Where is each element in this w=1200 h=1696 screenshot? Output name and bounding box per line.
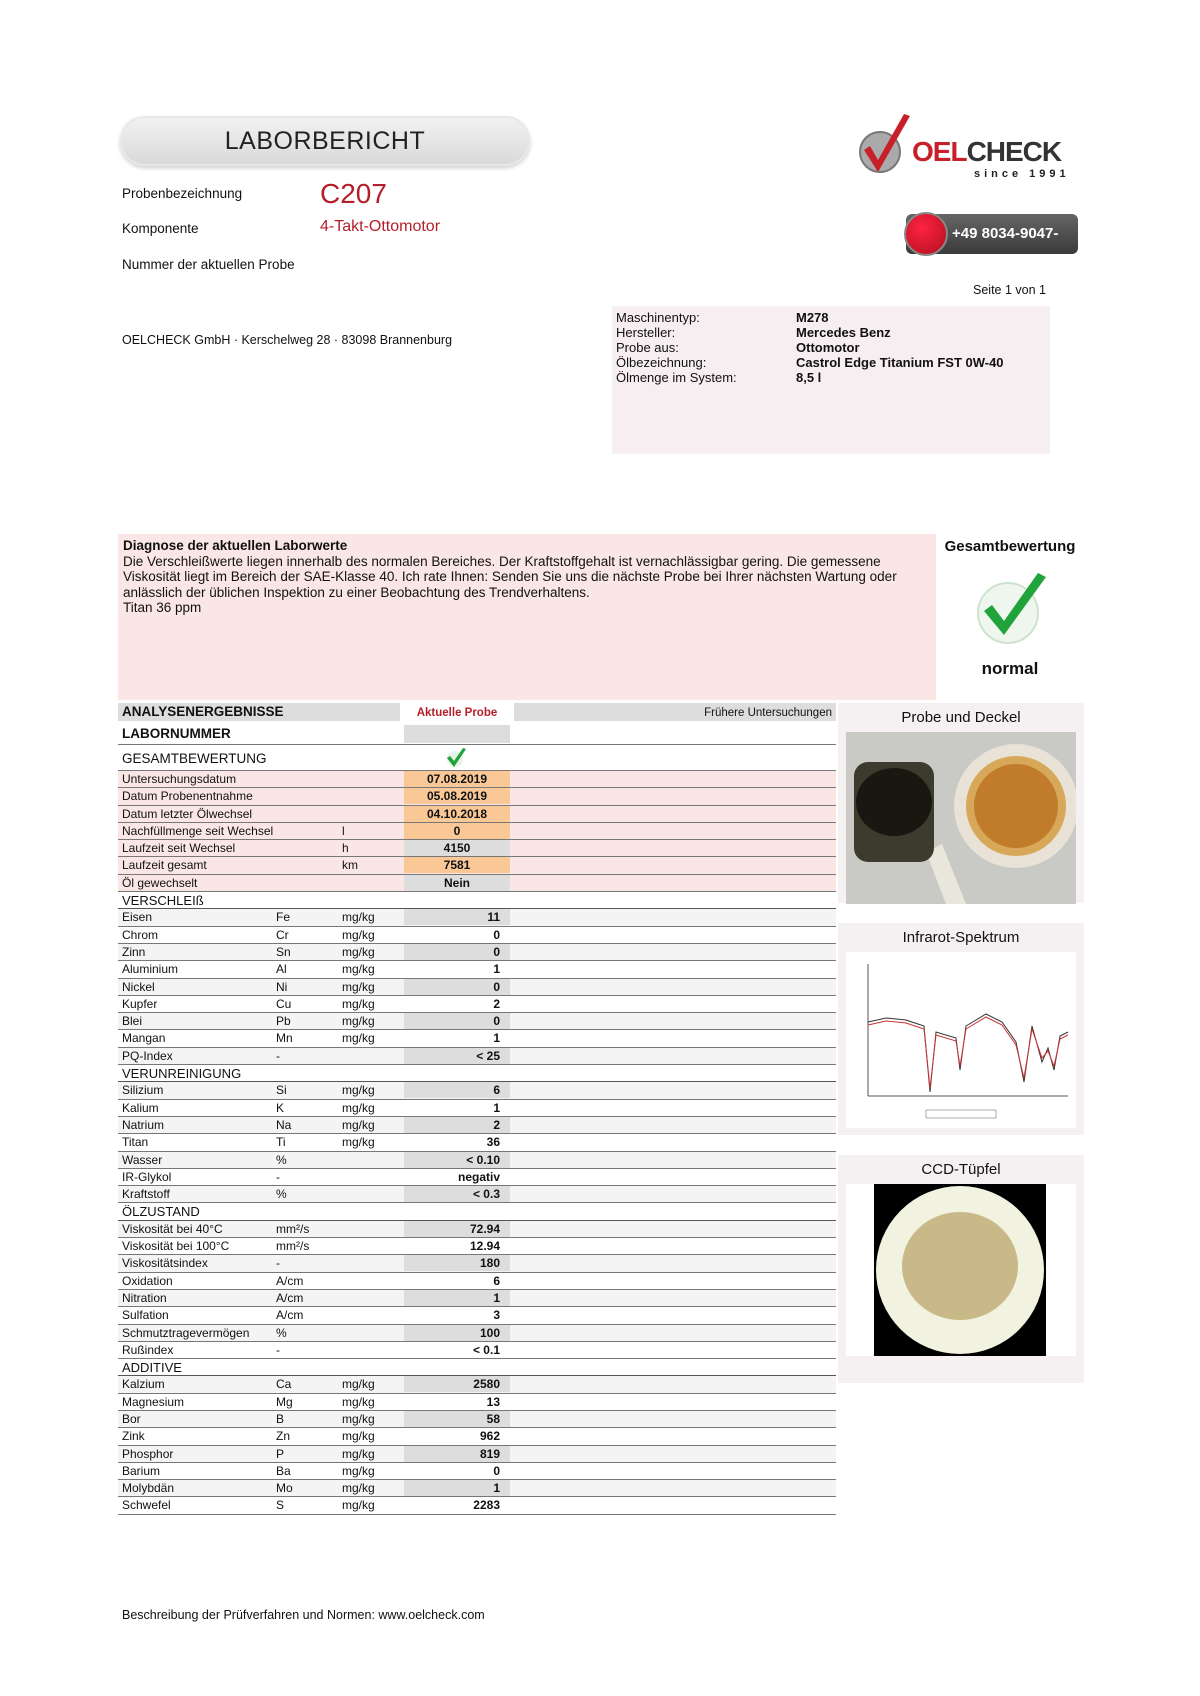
machine-key: Ölbezeichnung: <box>616 355 707 370</box>
row-symbol: Cr <box>276 927 289 942</box>
row-name: Kalzium <box>122 1377 165 1392</box>
row-symbol: K <box>276 1100 285 1115</box>
row-unit: mg/kg <box>342 1498 375 1513</box>
row-symbol: - <box>276 1169 280 1184</box>
table-row <box>118 1152 836 1169</box>
table-row <box>118 1411 836 1428</box>
probe-panel <box>838 703 1084 903</box>
report-title: LABORBERICHT <box>120 116 530 166</box>
table-row <box>118 1048 836 1065</box>
diagnosis-text: Die Verschleißwerte liegen innerhalb des normalen Bereiches. Der Kraftstoffgehalt ist vernachlässigbar gering. Die gemessene Viskosität liegt im Bereich der SAE-Klasse 40. Ich rate Ihnen: Senden Sie uns die nächste Probe bei Ihrer nächsten Wartung oder anlässlich der üblichen Inspektion zu einer Beobachtung des Trendverhaltens. <box>123 553 897 600</box>
row-value: 72.94 <box>404 1221 510 1237</box>
row-symbol: Ca <box>276 1377 292 1392</box>
row-name: Viskositätsindex <box>122 1256 208 1271</box>
row-value: 2 <box>404 1117 510 1133</box>
table-row <box>118 857 836 874</box>
row-name: Zink <box>122 1429 145 1444</box>
table-row <box>118 806 836 823</box>
row-value: 0 <box>404 1013 510 1029</box>
row-symbol: A/cm <box>276 1273 304 1288</box>
row-symbol: Mo <box>276 1481 293 1496</box>
row-unit: mg/kg <box>342 962 375 977</box>
row-unit: mg/kg <box>342 1481 375 1496</box>
machine-info-box <box>612 306 1050 454</box>
ir-spectrum-panel <box>838 923 1084 1135</box>
machine-value: Mercedes Benz <box>796 325 891 340</box>
table-row <box>118 823 836 840</box>
row-name: Kalium <box>122 1100 159 1115</box>
row-name: Schwefel <box>122 1498 171 1513</box>
row-symbol: - <box>276 1256 280 1271</box>
table-row <box>118 996 836 1013</box>
row-name: Datum letzter Ölwechsel <box>122 806 253 821</box>
table-row <box>118 1376 836 1393</box>
current-sample-header: Aktuelle Probe <box>416 707 498 719</box>
row-name: Molybdän <box>122 1481 175 1496</box>
row-symbol: Mn <box>276 1031 293 1046</box>
row-name: Zinn <box>122 944 146 959</box>
row-value: 2283 <box>473 1498 500 1513</box>
row-value: 6 <box>404 1082 510 1098</box>
gesamtbewertung-row <box>118 745 836 771</box>
phone-number: +49 8034-9047-210 <box>952 225 1059 282</box>
diagnosis-box <box>118 534 936 700</box>
machine-key: Probe aus: <box>616 340 679 355</box>
row-value: 819 <box>404 1446 510 1462</box>
row-value: 0 <box>404 823 510 839</box>
row-symbol: B <box>276 1411 285 1426</box>
row-value: 36 <box>486 1135 500 1150</box>
table-header-row <box>118 703 836 723</box>
row-symbol: mm²/s <box>276 1239 310 1254</box>
row-name: Mangan <box>122 1031 166 1046</box>
row-unit: mg/kg <box>342 1014 375 1029</box>
table-row <box>118 1273 836 1290</box>
row-name: Sulfation <box>122 1308 169 1323</box>
table-row <box>118 1342 836 1359</box>
table-row <box>118 1325 836 1342</box>
machine-key: Maschinentyp: <box>616 310 700 325</box>
table-row <box>118 1082 836 1099</box>
row-name: Silizium <box>122 1083 164 1098</box>
row-value: 07.08.2019 <box>404 771 510 787</box>
row-value: 2580 <box>404 1376 510 1392</box>
row-symbol: mm²/s <box>276 1221 310 1236</box>
row-value: 58 <box>404 1411 510 1427</box>
row-value: 6 <box>493 1273 500 1288</box>
row-value: Nein <box>404 875 510 891</box>
row-unit: km <box>342 858 358 873</box>
sample-jars-photo[interactable] <box>846 732 1076 904</box>
probenbezeichnung-label: Probenbezeichnung <box>122 186 243 201</box>
row-name: Schmutztragevermögen <box>122 1325 250 1340</box>
row-name: PQ-Index <box>122 1048 173 1063</box>
table-row <box>118 1463 836 1480</box>
table-row <box>118 961 836 978</box>
logo-check: CHECK <box>966 136 1062 167</box>
row-value: 2 <box>493 996 500 1011</box>
row-name: Oxidation <box>122 1273 173 1288</box>
side-panels <box>838 703 1084 1403</box>
machine-row <box>616 370 1046 385</box>
row-unit: mg/kg <box>342 979 375 994</box>
row-value: 1 <box>493 962 500 977</box>
table-row <box>118 1307 836 1324</box>
row-unit: l <box>342 823 345 838</box>
row-name: Phosphor <box>122 1446 174 1461</box>
table-row <box>118 944 836 961</box>
row-value: < 0.1 <box>472 1342 500 1357</box>
row-symbol: Ni <box>276 979 288 994</box>
table-row <box>118 1100 836 1117</box>
row-symbol: S <box>276 1498 285 1513</box>
row-name: Laufzeit gesamt <box>122 858 207 873</box>
machine-value: M278 <box>796 310 829 325</box>
table-row <box>118 1169 836 1186</box>
table-row <box>118 909 836 926</box>
row-name: Kupfer <box>122 996 158 1011</box>
row-value: 05.08.2019 <box>404 788 510 804</box>
table-row <box>118 1238 836 1255</box>
row-value: 3 <box>493 1308 500 1323</box>
row-value: 0 <box>404 979 510 995</box>
row-symbol: % <box>276 1187 287 1202</box>
section-header: VERSCHLEIß <box>118 892 836 909</box>
table-row <box>118 1480 836 1497</box>
row-value: 962 <box>479 1429 500 1444</box>
row-value: 1 <box>404 1480 510 1496</box>
phone-badge[interactable] <box>906 214 1078 282</box>
row-value: < 0.3 <box>404 1186 510 1202</box>
overall-title: Gesamtbewertung <box>944 538 1076 555</box>
row-value: 1 <box>493 1031 500 1046</box>
row-value: 180 <box>404 1255 510 1271</box>
table-row <box>118 1394 836 1411</box>
results-table <box>118 703 836 1515</box>
footer-note: Beschreibung der Prüfverfahren und Normen: www.oelcheck.com <box>122 1608 485 1622</box>
row-name: Datum Probenentnahme <box>122 789 253 804</box>
diagnosis-title: Diagnose der aktuellen Laborwerte <box>123 538 348 553</box>
row-name: Wasser <box>122 1152 163 1167</box>
row-unit: mg/kg <box>342 1429 375 1444</box>
logo-oel: OEL <box>912 136 967 167</box>
table-row <box>118 1290 836 1307</box>
row-value: 0 <box>404 944 510 960</box>
table-row <box>118 1428 836 1445</box>
row-unit: mg/kg <box>342 910 375 925</box>
section-header: VERUNREINIGUNG <box>118 1065 836 1082</box>
analysis-header: ANALYSENERGEBNISSE <box>118 703 400 721</box>
ir-spectrum-title: Infrarot-Spektrum <box>902 929 1020 946</box>
table-row <box>118 1117 836 1134</box>
row-symbol: Cu <box>276 996 292 1011</box>
row-name: Untersuchungsdatum <box>122 772 237 786</box>
komponente-label: Komponente <box>122 221 199 236</box>
machine-row <box>616 355 1046 370</box>
section-header: ADDITIVE <box>118 1359 836 1376</box>
phone-icon <box>904 212 948 256</box>
table-row <box>118 927 836 944</box>
oelcheck-logo <box>856 112 1082 182</box>
row-symbol: Fe <box>276 910 291 925</box>
row-symbol: Zn <box>276 1429 291 1444</box>
row-symbol: - <box>276 1342 280 1357</box>
ccd-title: CCD-Tüpfel <box>921 1161 1001 1178</box>
row-symbol: % <box>276 1325 287 1340</box>
row-name: Öl gewechselt <box>122 875 198 890</box>
machine-row <box>616 310 1046 325</box>
row-unit: h <box>342 841 349 856</box>
row-name: IR-Glykol <box>122 1169 172 1184</box>
row-name: Chrom <box>122 927 159 942</box>
table-row <box>118 1497 836 1514</box>
row-unit: mg/kg <box>342 1117 375 1132</box>
machine-row <box>616 325 1046 340</box>
row-value: 11 <box>404 909 510 925</box>
page-number: Seite 1 von 1 <box>973 283 1046 297</box>
row-name: Bor <box>122 1411 141 1426</box>
diagnosis-extra: Titan 36 ppm <box>123 600 202 615</box>
table-row <box>118 1255 836 1272</box>
row-name: Nickel <box>122 979 155 994</box>
row-name: Laufzeit seit Wechsel <box>122 841 236 856</box>
table-row <box>118 771 836 788</box>
row-value: 100 <box>404 1325 510 1341</box>
check-mark-logo-icon <box>856 112 912 182</box>
row-unit: mg/kg <box>342 1394 375 1409</box>
row-unit: mg/kg <box>342 1083 375 1098</box>
machine-value: Ottomotor <box>796 340 860 355</box>
row-name: Rußindex <box>122 1342 174 1357</box>
row-name: Titan <box>122 1135 149 1150</box>
row-name: Natrium <box>122 1117 165 1132</box>
row-unit: mg/kg <box>342 1031 375 1046</box>
row-symbol: Na <box>276 1117 292 1132</box>
previous-header: Frühere Untersuchungen <box>514 703 836 721</box>
green-check-icon <box>970 569 1050 649</box>
row-value: 1 <box>404 1290 510 1306</box>
row-unit: mg/kg <box>342 1446 375 1461</box>
row-unit: mg/kg <box>342 1377 375 1392</box>
table-row <box>118 979 836 996</box>
row-unit: mg/kg <box>342 944 375 959</box>
row-value: 0 <box>493 1463 500 1478</box>
probenbezeichnung-value: C207 <box>320 178 387 209</box>
machine-key: Hersteller: <box>616 325 676 340</box>
komponente-value: 4-Takt-Ottomotor <box>320 218 441 235</box>
row-value: < 0.10 <box>404 1152 510 1168</box>
row-unit: mg/kg <box>342 927 375 942</box>
table-row <box>118 1446 836 1463</box>
row-value: 13 <box>486 1394 500 1409</box>
row-name: Nachfüllmenge seit Wechsel <box>122 823 274 838</box>
table-row <box>118 1134 836 1151</box>
row-value: 0 <box>493 927 500 942</box>
row-name: Kraftstoff <box>122 1187 170 1202</box>
row-symbol: A/cm <box>276 1308 304 1323</box>
row-name: Barium <box>122 1463 161 1478</box>
row-name: Viskosität bei 40°C <box>122 1221 223 1236</box>
gesamtbewertung-label: GESAMTBEWERTUNG <box>122 751 267 766</box>
row-value: negativ <box>457 1169 500 1184</box>
row-symbol: Si <box>276 1083 287 1098</box>
row-unit: mg/kg <box>342 1135 375 1150</box>
row-unit: mg/kg <box>342 1100 375 1115</box>
labnumber-label: LABORNUMMER <box>122 726 231 741</box>
company-address: OELCHECK GmbH · Kerschelweg 28 · 83098 Brannenburg <box>122 333 453 347</box>
row-value: 04.10.2018 <box>404 806 510 822</box>
machine-key: Ölmenge im System: <box>616 370 737 385</box>
row-name: Magnesium <box>122 1394 185 1409</box>
section-header: ÖLZUSTAND <box>118 1203 836 1220</box>
table-row <box>118 788 836 805</box>
row-name: Viskosität bei 100°C <box>122 1239 230 1254</box>
row-name: Nitration <box>122 1290 167 1305</box>
logo-since: since 1991 <box>974 168 1070 180</box>
machine-value: Castrol Edge Titanium FST 0W-40 <box>796 355 1004 370</box>
row-value: 4150 <box>404 840 510 856</box>
row-name: Blei <box>122 1014 143 1029</box>
row-symbol: Ba <box>276 1463 291 1478</box>
probe-panel-title: Probe und Deckel <box>901 709 1021 726</box>
table-row <box>118 1030 836 1047</box>
table-row <box>118 840 836 857</box>
machine-value: 8,5 l <box>796 370 822 385</box>
overall-status: normal <box>981 659 1039 678</box>
row-symbol: Sn <box>276 944 291 959</box>
row-name: Aluminium <box>122 962 179 977</box>
table-row <box>118 1013 836 1030</box>
small-check-icon <box>444 747 468 772</box>
table-row <box>118 875 836 892</box>
row-unit: mg/kg <box>342 996 375 1011</box>
row-symbol: % <box>276 1152 287 1167</box>
ccd-panel <box>838 1155 1084 1383</box>
row-symbol: Al <box>276 962 287 977</box>
row-symbol: - <box>276 1048 280 1063</box>
row-symbol: Pb <box>276 1014 291 1029</box>
row-unit: mg/kg <box>342 1463 375 1478</box>
table-row <box>118 1221 836 1238</box>
row-value: < 25 <box>404 1048 510 1064</box>
row-unit: mg/kg <box>342 1411 375 1426</box>
row-symbol: A/cm <box>276 1290 304 1305</box>
row-value: 12.94 <box>469 1239 500 1254</box>
machine-row <box>616 340 1046 355</box>
row-symbol: Mg <box>276 1394 293 1409</box>
probe-nummer-label: Nummer der aktuellen Probe <box>122 257 295 272</box>
ccd-spot-image[interactable] <box>846 1184 1076 1356</box>
row-value: 1 <box>493 1100 500 1115</box>
row-symbol: P <box>276 1446 285 1461</box>
row-symbol: Ti <box>276 1135 286 1150</box>
overall-rating <box>936 534 1084 679</box>
ir-spectrum-image[interactable] <box>846 952 1076 1128</box>
labnumber-row <box>118 723 836 745</box>
table-row <box>118 1186 836 1203</box>
row-name: Eisen <box>122 910 153 925</box>
row-value: 7581 <box>404 857 510 873</box>
